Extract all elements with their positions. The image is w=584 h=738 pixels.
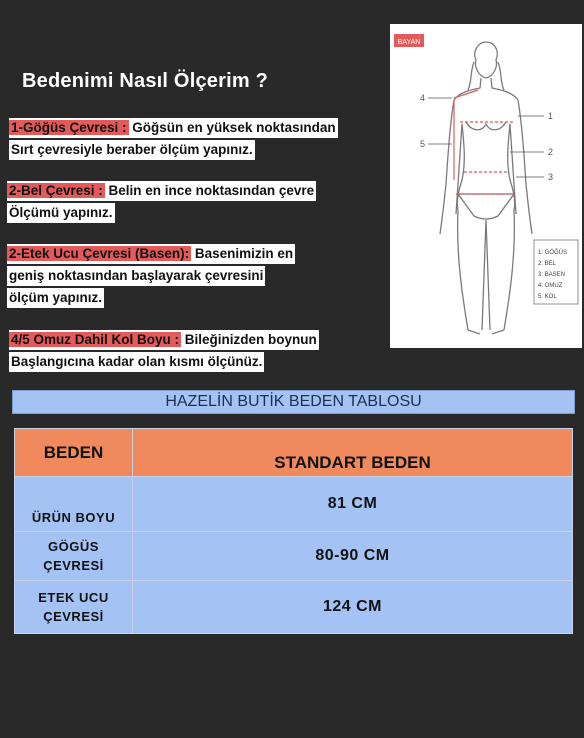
table-row xyxy=(15,477,573,532)
page-title: Bedenimi Nasıl Ölçerim ? xyxy=(22,70,268,92)
legend-item: 3: BASEN xyxy=(538,272,566,278)
instruction-text: Belin en ince noktasından çevre xyxy=(104,183,315,198)
instruction-chest xyxy=(9,118,338,162)
row-value: 81 CM xyxy=(133,477,573,532)
tag-label: BAYAN xyxy=(397,39,421,46)
marker-number: 5 xyxy=(420,139,426,149)
marker-number: 1 xyxy=(548,111,554,121)
header-cell-size: BEDEN xyxy=(15,429,133,477)
marker-number: 4 xyxy=(420,93,426,103)
row-label-line: ÇEVRESİ xyxy=(43,609,104,624)
size-table-banner: HAZELİN BUTİK BEDEN TABLOSU xyxy=(12,390,575,414)
instruction-text: ölçüm yapınız. xyxy=(7,288,104,308)
instruction-text: Bileğinizden boynun xyxy=(181,332,317,347)
instruction-hip xyxy=(7,244,295,310)
row-value: 124 CM xyxy=(133,581,573,634)
instruction-text: geniş noktasından başlayarak çevresini xyxy=(7,266,265,286)
legend-item: 4: OMUZ xyxy=(538,283,563,289)
marker-number: 2 xyxy=(548,147,554,157)
size-table xyxy=(14,428,573,634)
row-label-line: ÇEVRESİ xyxy=(43,558,104,573)
legend-item: 1: GÖĞÜS xyxy=(538,250,568,256)
instruction-arm xyxy=(9,330,319,374)
body-measurement-figure xyxy=(390,24,582,348)
legend-item: 5: KOL xyxy=(538,294,557,300)
instruction-label: 2-Etek Ucu Çevresi (Basen): xyxy=(9,246,190,261)
body-silhouette-icon xyxy=(390,24,582,348)
row-label xyxy=(15,581,133,634)
instruction-waist xyxy=(7,181,316,225)
row-label-line: ETEK UCU xyxy=(38,590,109,605)
row-label-line: GÖGÜS xyxy=(48,539,99,554)
instruction-label: 2-Bel Çevresi : xyxy=(9,183,103,198)
row-label xyxy=(15,532,133,581)
legend-item: 2: BEL xyxy=(538,261,557,267)
table-header-row xyxy=(15,429,573,477)
instruction-label: 1-Göğüs Çevresi : xyxy=(11,120,127,135)
header-cell-standard: STANDART BEDEN xyxy=(133,429,573,477)
instruction-text: Ölçümü yapınız. xyxy=(7,203,115,223)
row-value: 80-90 CM xyxy=(133,532,573,581)
instruction-label: 4/5 Omuz Dahil Kol Boyu : xyxy=(11,332,180,347)
instruction-text: Başlangıcına kadar olan kısmı ölçünüz. xyxy=(9,352,264,372)
table-row xyxy=(15,581,573,634)
row-label: ÜRÜN BOYU xyxy=(15,477,133,532)
instruction-text: Sırt çevresiyle beraber ölçüm yapınız. xyxy=(9,140,255,160)
table-row xyxy=(15,532,573,581)
instruction-text: Göğsün en yüksek noktasından xyxy=(128,120,336,135)
marker-number: 3 xyxy=(548,172,554,182)
instruction-text: Basenimizin en xyxy=(191,246,294,261)
